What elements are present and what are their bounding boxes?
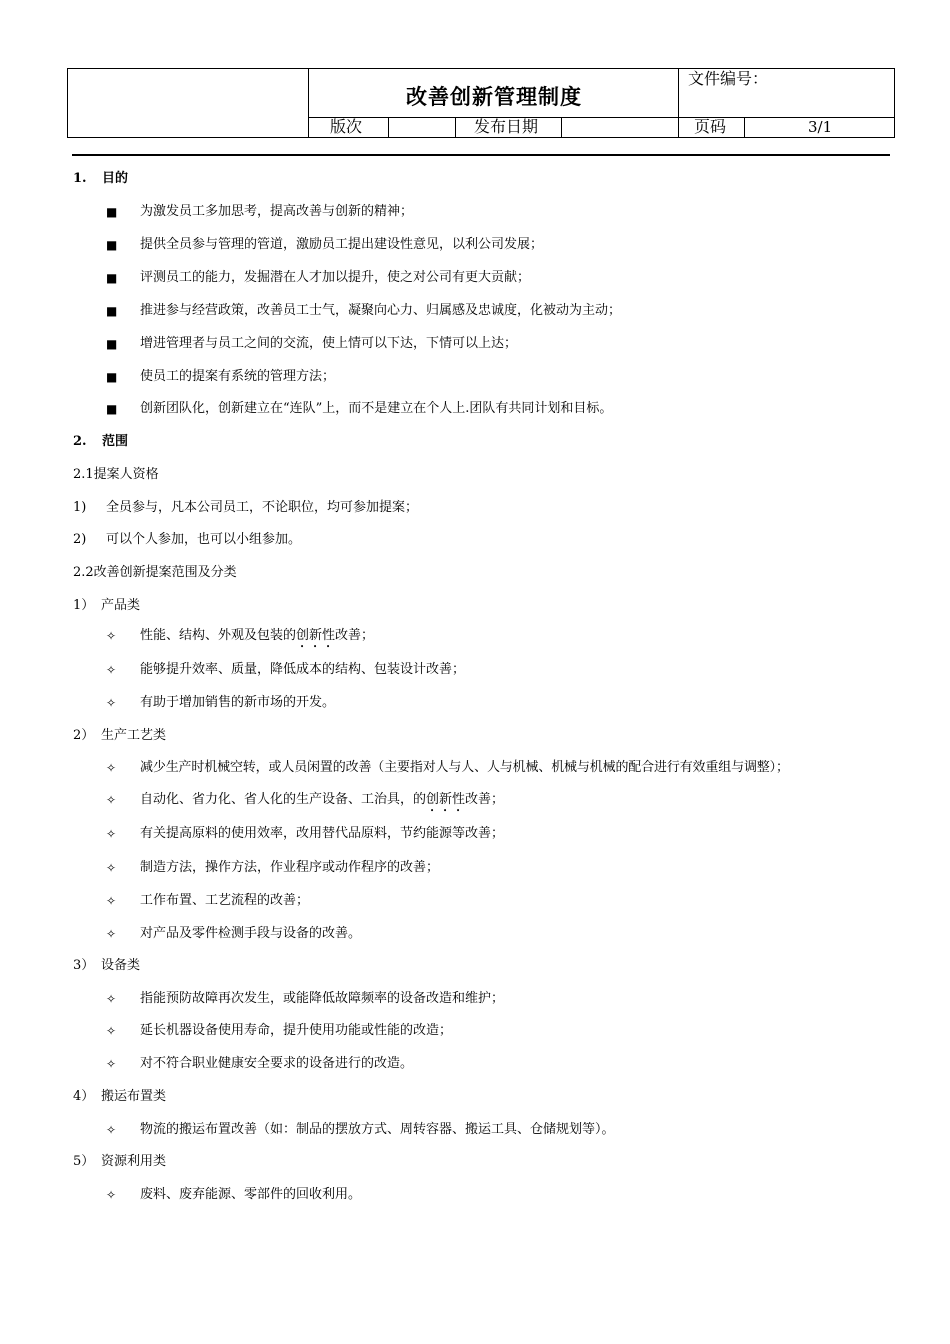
bullet-diamond-icon: ✧	[106, 1188, 117, 1202]
category-heading	[73, 957, 140, 975]
header-divider	[744, 117, 745, 137]
section-title: 范围	[102, 434, 129, 449]
list-item: 评测员工的能力，发掘潜在人才加以提升，使之对公司有更大贡献；	[140, 270, 531, 285]
category-name: 资源利用类	[101, 1154, 167, 1169]
category-number: 1）	[73, 598, 95, 613]
doc-number-label: 文件编号：	[688, 69, 769, 88]
emphasized-text: 创新性	[296, 628, 336, 643]
version-label: 版次	[330, 117, 363, 136]
list-number: 2)	[73, 532, 87, 547]
category-heading	[73, 597, 140, 615]
bullet-square-icon: ■	[106, 205, 118, 219]
bullet-square-icon: ■	[106, 337, 118, 351]
list-item: 对产品及零件检测手段与设备的改善。	[140, 926, 362, 941]
header-rule	[72, 154, 890, 156]
category-name: 设备类	[101, 958, 141, 973]
list-item: 使员工的提案有系统的管理方法；	[140, 369, 336, 384]
list-item: 有助于增加销售的新市场的开发。	[140, 695, 336, 710]
bullet-diamond-icon: ✧	[106, 992, 117, 1006]
header-divider	[455, 117, 456, 137]
header-divider	[561, 117, 562, 137]
bullet-diamond-icon: ✧	[106, 894, 117, 908]
list-item	[140, 627, 374, 651]
category-heading	[73, 727, 166, 745]
bullet-diamond-icon: ✧	[106, 927, 117, 941]
bullet-diamond-icon: ✧	[106, 629, 117, 643]
header-divider	[388, 117, 389, 137]
header-divider	[308, 117, 894, 118]
bullet-diamond-icon: ✧	[106, 1057, 117, 1071]
category-name: 生产工艺类	[101, 728, 167, 743]
list-item: 指能预防故障再次发生，或能降低故障频率的设备改造和维护；	[140, 991, 505, 1006]
section-title: 目的	[102, 171, 129, 186]
section-number: 1.	[73, 171, 87, 186]
bullet-diamond-icon: ✧	[106, 663, 117, 677]
list-item	[140, 791, 504, 815]
document-header-table	[67, 68, 895, 138]
list-item: 延长机器设备使用寿命，提升使用功能或性能的改造；	[140, 1023, 453, 1038]
list-item: 物流的搬运布置改善（如：制品的摆放方式、周转容器、搬运工具、仓储规划等）。	[140, 1122, 615, 1137]
category-number: 3）	[73, 958, 95, 973]
bullet-diamond-icon: ✧	[106, 1024, 117, 1038]
category-number: 4）	[73, 1089, 95, 1104]
list-item: 增进管理者与员工之间的交流，使上情可以下达，下情可以上达；	[140, 336, 518, 351]
item-text: 改善；	[335, 628, 375, 643]
bullet-square-icon: ■	[106, 271, 118, 285]
subsection-heading: 2.2改善创新提案范围及分类	[73, 565, 237, 580]
category-name: 搬运布置类	[101, 1089, 167, 1104]
bullet-square-icon: ■	[106, 370, 118, 384]
emphasized-text: 创新性	[426, 792, 466, 807]
list-item: 创新团队化，创新建立在“连队”上，而不是建立在个人上.团队有共同计划和目标。	[140, 401, 613, 416]
release-date-label: 发布日期	[474, 117, 539, 136]
list-item: 全员参与，凡本公司员工，不论职位，均可参加提案；	[106, 500, 419, 515]
page-label: 页码	[694, 117, 727, 136]
item-text: 性能、结构、外观及包装的	[140, 628, 297, 643]
bullet-square-icon: ■	[106, 402, 118, 416]
subsection-heading: 2.1提案人资格	[73, 467, 159, 482]
section-number: 2.	[73, 434, 87, 449]
document-title: 改善创新管理制度	[406, 84, 582, 109]
list-number: 1)	[73, 500, 87, 515]
list-item: 推进参与经营政策，改善员工士气，凝聚向心力、归属感及忠诚度，化被动为主动；	[140, 303, 622, 318]
list-item: 为激发员工多加思考，提高改善与创新的精神；	[140, 204, 414, 219]
bullet-diamond-icon: ✧	[106, 761, 117, 775]
list-item: 能够提升效率、质量，降低成本的结构、包装设计改善；	[140, 662, 466, 677]
list-item: 减少生产时机械空转，或人员闲置的改善（主要指对人与人、人与机械、机械与机械的配合进行有效重组与调整）；	[140, 760, 789, 775]
category-number: 5）	[73, 1154, 95, 1169]
section-heading-scope	[73, 433, 128, 451]
bullet-diamond-icon: ✧	[106, 793, 117, 807]
list-item: 可以个人参加，也可以小组参加。	[106, 532, 302, 547]
bullet-diamond-icon: ✧	[106, 1123, 117, 1137]
bullet-diamond-icon: ✧	[106, 861, 117, 875]
category-number: 2）	[73, 728, 95, 743]
list-item: 提供全员参与管理的管道，激励员工提出建设性意见，以利公司发展；	[140, 237, 544, 252]
list-item: 对不符合职业健康安全要求的设备进行的改造。	[140, 1056, 414, 1071]
list-item: 制造方法，操作方法，作业程序或动作程序的改善；	[140, 860, 440, 875]
section-heading-purpose	[73, 170, 128, 188]
item-text: 改善；	[465, 792, 505, 807]
list-item: 有关提高原料的使用效率，改用替代品原料，节约能源等改善；	[140, 826, 505, 841]
bullet-diamond-icon: ✧	[106, 827, 117, 841]
bullet-square-icon: ■	[106, 304, 118, 318]
bullet-diamond-icon: ✧	[106, 696, 117, 710]
item-text: 自动化、省力化、省人化的生产设备、工治具，的	[140, 792, 427, 807]
list-item: 工作布置、工艺流程的改善；	[140, 893, 310, 908]
category-heading	[73, 1153, 166, 1171]
bullet-square-icon: ■	[106, 238, 118, 252]
category-name: 产品类	[101, 598, 141, 613]
page-number: 3/1	[808, 118, 833, 136]
category-heading	[73, 1088, 166, 1106]
list-item: 废料、废弃能源、零部件的回收利用。	[140, 1187, 362, 1202]
